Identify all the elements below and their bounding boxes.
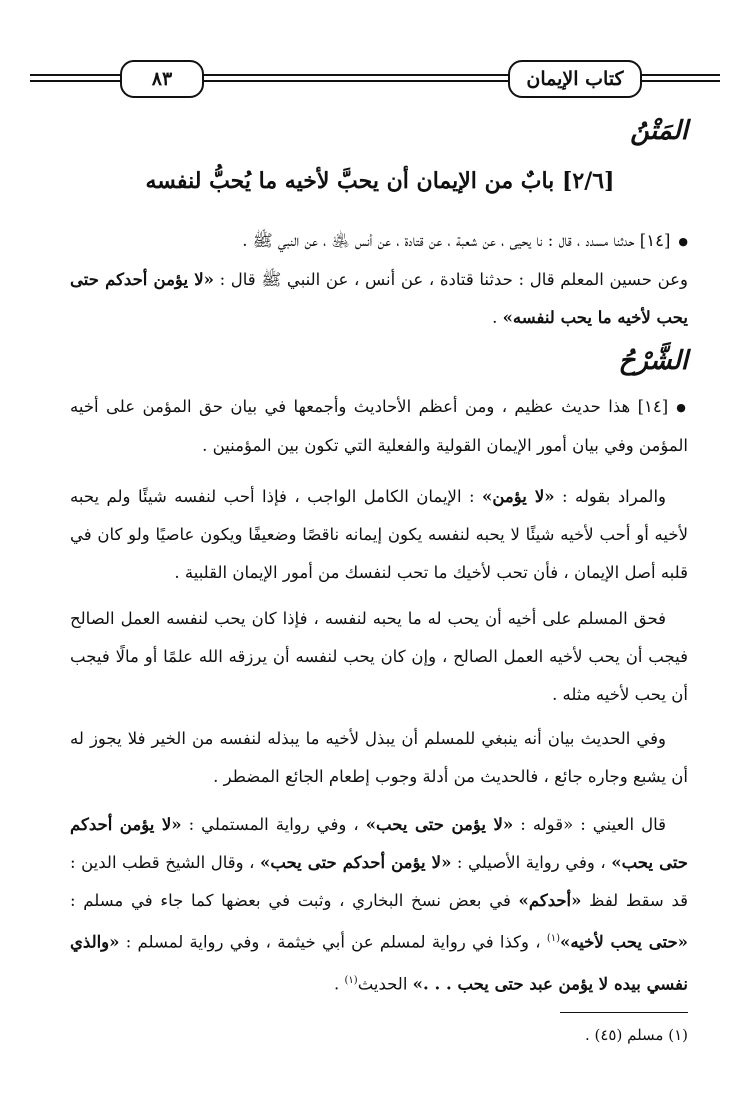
page-number: ٨٣: [120, 60, 204, 98]
matn-line: ● [١٤] حدثنا مسدد ، قال : نا يحيى ، عن شعبة ، عن قتادة ، عن أنس ﵁ ، عن النبي ﷺ .: [70, 222, 688, 261]
sharh-paragraph-2: والمراد بقوله : «لا يؤمن» : الإيمان الكامل الواجب ، فإذا أحب لنفسه شيئًا ولم يحبه لأخيه أو أحب لأخيه شيئًا لا يحبه لنفسه يكون إيمانه ناقصًا وضعيفًا ويكون عاصيًا ولو كان في قلبه أصل الإيمان ، فأن تحب لأخيك ما تحب لنفسك من أمور الإيمان القلبية .: [70, 487, 688, 582]
footnote-marker: (١): [546, 933, 561, 944]
chapter-title: [٢/٦] بابٌ من الإيمان أن يحبَّ لأخيه ما يُحبُّ لنفسه: [145, 168, 615, 194]
sharh-paragraph-5: قال العيني : «قوله : «لا يؤمن حتى يحب» ، وفي رواية المستملي : «لا يؤمن أحدكم حتى يحب» ، وفي رواية الأصيلي : «لا يؤمن أحدكم حتى يحب» ، وقال الشيخ قطب الدين : قد سقط لفظ «أحدكم» في بعض نسخ البخاري ، وثبت في بعضها كما جاء في مسلم : «حتى يحب لأخيه»$^{(١)}$ ، وكذا في رواية لمسلم عن أبي خيثمة ، وفي رواية لمسلم : «والذي نفسي بيده لا يؤمن عبد حتى يحب . . .» الحديث$^{(١)}$ .: [70, 815, 689, 993]
hadith-text: «لا يؤمن أحدكم حتى يحب لأخيه ما يحب لنفسه»: [70, 269, 688, 327]
matn-text: [70, 222, 688, 337]
footnote-rule: [560, 1012, 688, 1013]
footnote: (١) مسلم (٤٥) .: [584, 1026, 688, 1044]
sharh-paragraph-4: وفي الحديث بيان أنه ينبغي للمسلم أن يبذل لأخيه ما يبذله لنفسه من الخير فلا يجوز له أن يشبع وجاره جائع ، فالحديث من أدلة وجوب إطعام الجائع المضطر .: [70, 729, 688, 786]
footnote-marker: (١): [344, 974, 358, 986]
matn-line: وعن حسين المعلم قال : حدثنا قتادة ، عن أنس ، عن النبي ﷺ قال : «لا يؤمن أحدكم حتى يحب لأخيه ما يحب لنفسه» .: [70, 269, 688, 327]
matn-label: المَتْنُ: [630, 116, 688, 146]
book-title: كتاب الإيمان: [508, 60, 642, 98]
sharh-label: الشَّرْحُ: [618, 346, 688, 376]
running-header: [30, 58, 720, 98]
sharh-paragraph-3: فحق المسلم على أخيه أن يحب له ما يحبه لنفسه ، فإذا كان يحب لنفسه العمل الصالح فيجب أن يحب لأخيه العمل الصالح ، وإن كان يحب لنفسه أن يرزقه الله علمًا أو مالًا فيجب أن يحب لأخيه مثله .: [70, 609, 688, 704]
sharh-paragraph-1: ● [١٤] هذا حديث عظيم ، ومن أعظم الأحاديث وأجمعها في بيان حق المؤمن على أخيه المؤمن وفي بيان أمور الإيمان القولية والفعلية التي تكون بين المؤمنين .: [70, 388, 688, 465]
